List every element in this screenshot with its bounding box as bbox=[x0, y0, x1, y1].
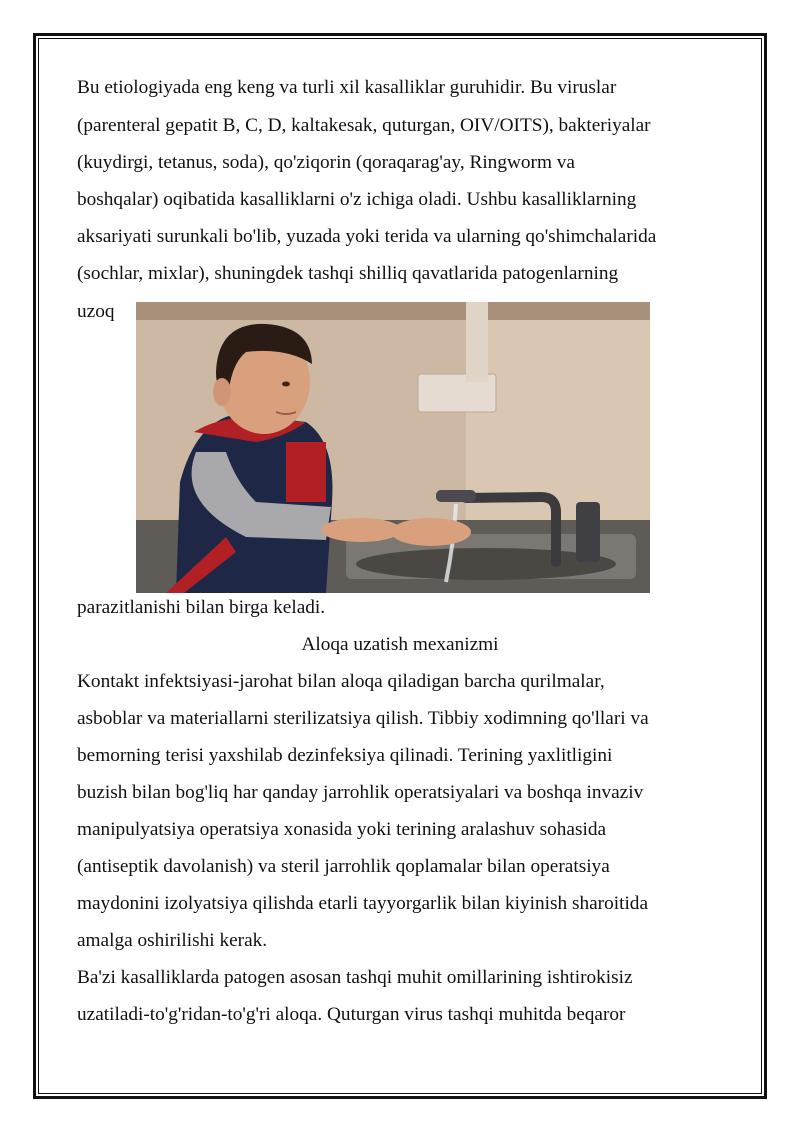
text-line: (sochlar, mixlar), shuningdek tashqi shilliq qavatlarida patogenlarning bbox=[77, 263, 619, 284]
text-line: buzish bilan bog'liq har qanday jarrohlik operatsiyalari va boshqa invaziv bbox=[77, 782, 644, 803]
section-heading: Aloqa uzatish mexanizmi bbox=[301, 634, 499, 655]
text-line: maydonini izolyatsiya qilishda etarli tayyorgarlik bilan kiyinish sharoitida bbox=[77, 893, 649, 914]
text-line: uzatiladi-to'g'ridan-to'g'ri aloqa. Quturgan virus tashqi muhitda beqaror bbox=[77, 1004, 626, 1025]
text-line: boshqalar) oqibatida kasalliklarni o'z ichiga oladi. Ushbu kasalliklarning bbox=[77, 189, 637, 210]
text-line: (parenteral gepatit B, C, D, kaltakesak, quturgan, OIV/OITS), bakteriyalar bbox=[77, 115, 651, 136]
text-line: bemorning terisi yaxshilab dezinfeksiya qilinadi. Terining yaxlitligini bbox=[77, 745, 613, 766]
text-line: Ba'zi kasalliklarda patogen asosan tashqi muhit omillarining ishtirokisiz bbox=[77, 967, 633, 988]
text-line: manipulyatsiya operatsiya xonasida yoki terining aralashuv sohasida bbox=[77, 819, 607, 840]
text-line: (kuydirgi, tetanus, soda), qo'ziqorin (qoraqarag'ay, Ringworm va bbox=[77, 152, 575, 173]
child-washing-hands-illustration bbox=[136, 302, 650, 593]
text-line: Bu etiologiyada eng keng va turli xil kasalliklar guruhidir. Bu viruslar bbox=[77, 77, 617, 98]
text-line: uzoq bbox=[77, 301, 115, 322]
text-line: asboblar va materiallarni sterilizatsiya qilish. Tibbiy xodimning qo'llari va bbox=[77, 708, 649, 729]
text-line: amalga oshirilishi kerak. bbox=[77, 930, 268, 951]
text-line: aksariyati surunkali bo'lib, yuzada yoki terida va ularning qo'shimchalarida bbox=[77, 226, 657, 247]
text-line: Kontakt infektsiyasi-jarohat bilan aloqa qiladigan barcha qurilmalar, bbox=[77, 671, 605, 692]
text-line: parazitlanishi bilan birga keladi. bbox=[77, 597, 326, 618]
text-line: (antiseptik davolanish) va steril jarrohlik qoplamalar bilan operatsiya bbox=[77, 856, 610, 877]
handwashing-photo bbox=[136, 302, 650, 593]
